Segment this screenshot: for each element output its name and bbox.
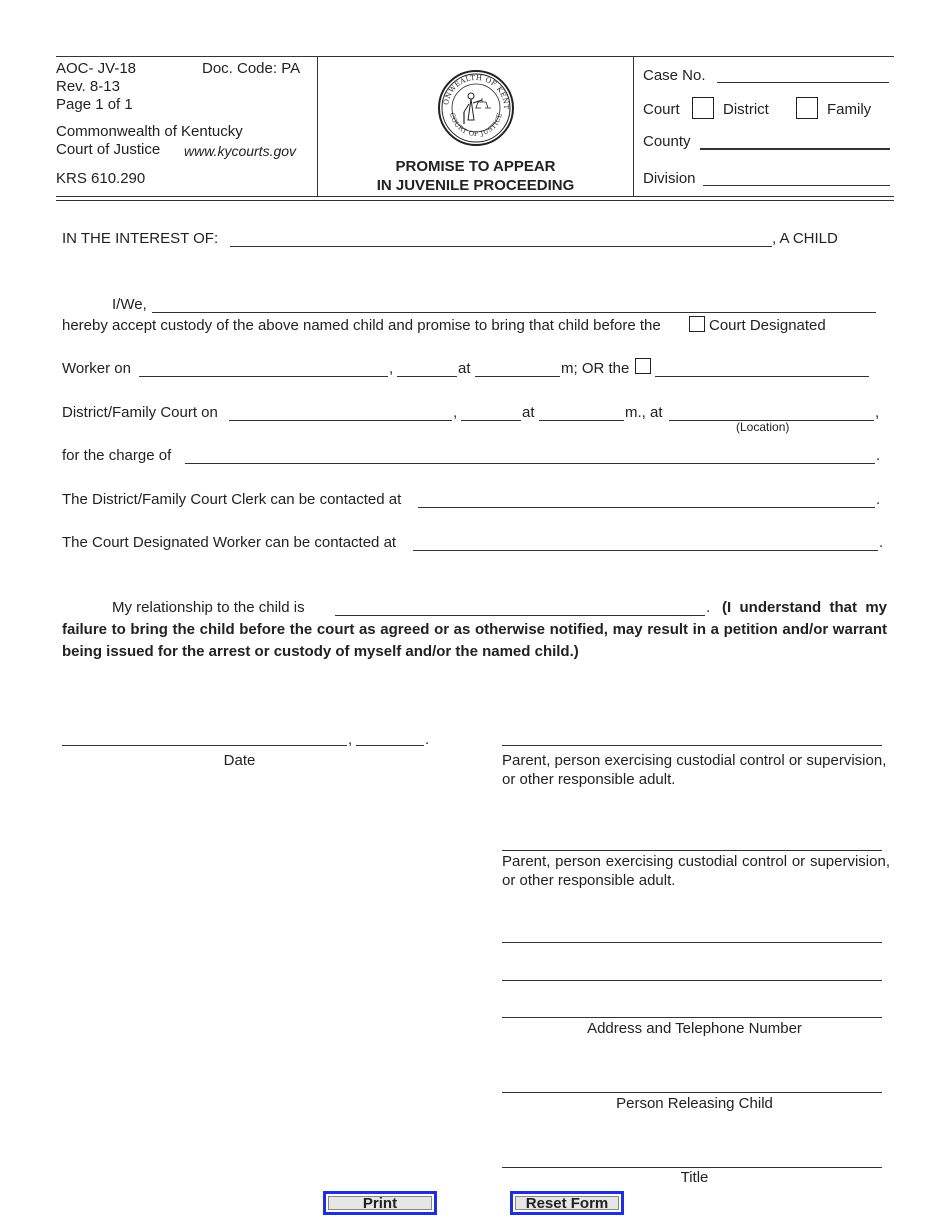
location-comma: , <box>875 404 880 421</box>
address-line-1[interactable] <box>502 928 882 943</box>
commonwealth-label: Commonwealth of Kentucky <box>56 123 243 140</box>
svg-text:COMMONWEALTH OF KENTUCKY <box>436 68 510 110</box>
or-the-checkbox[interactable] <box>635 358 651 374</box>
charge-field[interactable] <box>185 449 875 464</box>
parent-signature-line-2[interactable] <box>502 836 882 851</box>
warning-statement: (I understand that my failure to bring the child before the court as agreed or as otherwise notified, may result in a petition and/or warrant being issued for the arrest or custody of myself and/or the named child.) <box>62 599 887 660</box>
district-label: District <box>723 101 769 118</box>
header-divider-right <box>633 56 634 196</box>
website-label: www.kycourts.gov <box>184 143 297 159</box>
parent-caption-1: Parent, person exercising custodial control or supervision, or other responsible adult. <box>502 752 887 788</box>
court-year-field[interactable] <box>461 406 521 421</box>
date-comma: , <box>348 731 353 748</box>
worker-contact-period: . <box>879 534 884 551</box>
relationship-period: . <box>706 599 711 616</box>
statute-label: KRS 610.290 <box>56 170 146 187</box>
charge-period: . <box>876 447 881 464</box>
worker-on-label: Worker on <box>62 360 131 377</box>
form-title-line-2: IN JUVENILE PROCEEDING <box>376 177 575 194</box>
court-m-at-label: m., at <box>625 404 663 421</box>
court-date-field[interactable] <box>229 406 452 421</box>
court-time-field[interactable] <box>539 406 624 421</box>
title-signature-line[interactable] <box>502 1153 882 1168</box>
family-checkbox[interactable] <box>796 97 818 119</box>
date-period: . <box>425 731 430 748</box>
court-seal-logo <box>436 68 516 148</box>
parent-signature-line-1[interactable] <box>502 731 882 746</box>
reset-form-button-label: Reset Form <box>515 1196 619 1210</box>
court-designated-checkbox[interactable] <box>689 316 705 332</box>
worker-date-field[interactable] <box>139 362 388 377</box>
print-button[interactable] <box>323 1191 437 1215</box>
county-field[interactable] <box>700 134 890 150</box>
clerk-contact-field[interactable] <box>418 493 875 508</box>
relationship-label: My relationship to the child is <box>112 599 305 616</box>
child-name-field[interactable] <box>230 232 772 247</box>
releasing-caption: Person Releasing Child <box>616 1095 773 1112</box>
worker-time-field[interactable] <box>475 362 560 377</box>
accept-custody-text: hereby accept custody of the above named child and promise to bring that child before the <box>62 317 661 334</box>
page-count: Page 1 of 1 <box>56 96 133 113</box>
family-label: Family <box>827 101 872 118</box>
court-comma: , <box>453 404 458 421</box>
header-bottom-rule <box>56 196 894 197</box>
address-line-3[interactable] <box>502 1003 882 1018</box>
district-family-court-on-label: District/Family Court on <box>62 404 218 421</box>
location-field[interactable] <box>669 406 874 421</box>
form-id: AOC- JV-18 <box>56 60 137 77</box>
a-child-label: , A CHILD <box>772 230 838 247</box>
court-designated-label: Court Designated <box>709 317 826 334</box>
date-year-field[interactable] <box>356 731 424 746</box>
county-label: County <box>643 133 691 150</box>
iwe-label: I/We, <box>112 296 147 313</box>
custodian-names-field[interactable] <box>152 298 876 313</box>
address-caption: Address and Telephone Number <box>587 1020 802 1037</box>
or-the-field[interactable] <box>655 362 869 377</box>
worker-year-field[interactable] <box>397 362 457 377</box>
doc-code: Doc. Code: PA <box>202 60 301 77</box>
header-top-rule <box>56 56 894 57</box>
division-label: Division <box>643 170 696 187</box>
interest-of-label: IN THE INTEREST OF: <box>62 230 219 247</box>
district-checkbox[interactable] <box>692 97 714 119</box>
reset-form-button[interactable] <box>510 1191 624 1215</box>
charge-label: for the charge of <box>62 447 172 464</box>
seal-top-text: ONWEALTH OF KENT <box>442 73 511 110</box>
clerk-contact-period: . <box>876 491 881 508</box>
form-title-line-1: PROMISE TO APPEAR <box>395 158 556 175</box>
location-caption: (Location) <box>736 420 790 434</box>
case-no-field[interactable] <box>717 68 889 83</box>
worker-comma: , <box>389 360 394 377</box>
court-label: Court <box>643 101 680 118</box>
form-revision: Rev. 8-13 <box>56 78 120 95</box>
worker-contact-label: The Court Designated Worker can be contacted at <box>62 534 397 551</box>
court-at-label: at <box>522 404 535 421</box>
clerk-contact-label: The District/Family Court Clerk can be contacted at <box>62 491 402 508</box>
worker-at-label: at <box>458 360 471 377</box>
worker-contact-field[interactable] <box>413 536 878 551</box>
division-field[interactable] <box>703 171 890 186</box>
parent-caption-2: Parent, person exercising custodial control or supervision, or other responsible adult. <box>502 853 890 889</box>
print-button-label: Print <box>328 1196 432 1210</box>
address-line-2[interactable] <box>502 966 882 981</box>
case-no-label: Case No. <box>643 67 706 84</box>
releasing-signature-line[interactable] <box>502 1078 882 1093</box>
date-field[interactable] <box>62 731 347 746</box>
title-caption: Title <box>680 1169 709 1186</box>
court-of-justice-label: Court of Justice <box>56 141 161 158</box>
header-bottom-rule-2 <box>56 200 894 201</box>
worker-or-the-label: m; OR the <box>561 360 630 377</box>
svg-text:COURT OF JUSTICE <box>448 112 504 138</box>
date-caption: Date <box>223 752 256 769</box>
seal-bottom-text: COURT OF JUSTICE <box>448 111 504 139</box>
